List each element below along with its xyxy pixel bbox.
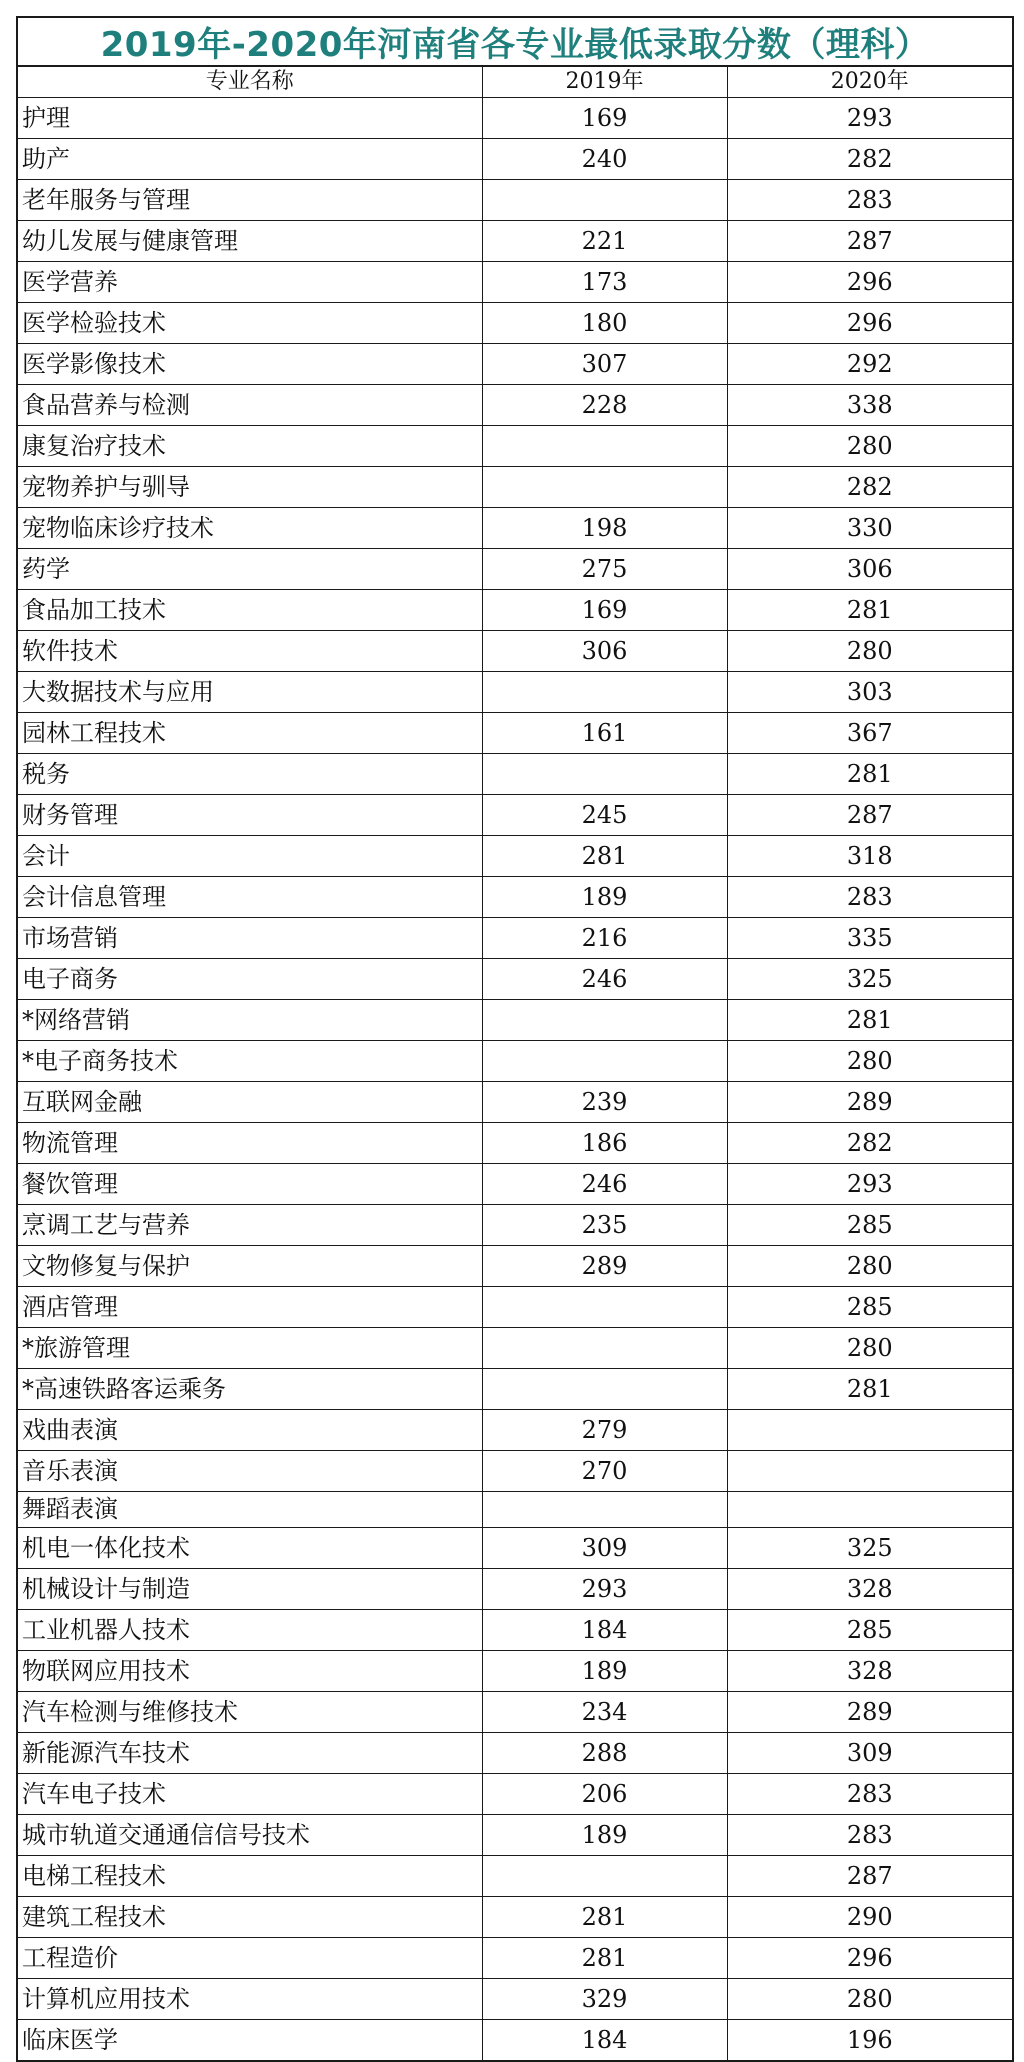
major-name-cell: 餐饮管理 (18, 1164, 482, 1205)
table-row (18, 221, 1012, 262)
score-2020-cell: 285 (727, 1610, 1012, 1651)
score-2020-cell: 367 (727, 713, 1012, 754)
table-row (18, 713, 1012, 754)
score-2020-cell: 282 (727, 467, 1012, 508)
score-2020-cell: 325 (727, 1528, 1012, 1569)
major-name-cell: 幼儿发展与健康管理 (18, 221, 482, 262)
score-2019-cell: 216 (482, 918, 727, 959)
major-name-cell: 工程造价 (18, 1938, 482, 1979)
score-2020-cell (727, 1410, 1012, 1451)
score-2019-cell: 246 (482, 959, 727, 1000)
major-name-cell: 财务管理 (18, 795, 482, 836)
table-row (18, 1328, 1012, 1369)
score-2019-cell: 270 (482, 1451, 727, 1492)
score-2020-cell: 335 (727, 918, 1012, 959)
table-row (18, 139, 1012, 180)
major-name-cell: 会计 (18, 836, 482, 877)
major-name-cell: 宠物临床诊疗技术 (18, 508, 482, 549)
score-2019-cell: 235 (482, 1205, 727, 1246)
table-row (18, 1164, 1012, 1205)
table-row (18, 795, 1012, 836)
score-2020-cell: 287 (727, 221, 1012, 262)
major-name-cell: 工业机器人技术 (18, 1610, 482, 1651)
score-2019-cell (482, 467, 727, 508)
score-sheet (16, 16, 1014, 2062)
score-2020-cell: 328 (727, 1569, 1012, 1610)
score-2019-cell: 307 (482, 344, 727, 385)
score-2019-cell: 184 (482, 1610, 727, 1651)
score-2019-cell (482, 1492, 727, 1528)
score-2020-cell: 292 (727, 344, 1012, 385)
score-2020-cell: 280 (727, 631, 1012, 672)
table-row (18, 1610, 1012, 1651)
major-name-cell: 汽车检测与维修技术 (18, 1692, 482, 1733)
score-2019-cell (482, 1328, 727, 1369)
major-name-cell: *网络营销 (18, 1000, 482, 1041)
score-2019-cell (482, 426, 727, 467)
score-2020-cell: 283 (727, 877, 1012, 918)
table-row (18, 1774, 1012, 1815)
table-row (18, 1651, 1012, 1692)
score-2020-cell: 196 (846, 2026, 893, 2054)
score-2020-cell: 281 (727, 754, 1012, 795)
table-row (18, 1287, 1012, 1328)
major-name-cell: 物联网应用技术 (18, 1651, 482, 1692)
major-name-cell: 酒店管理 (18, 1287, 482, 1328)
major-name-cell: 市场营销 (18, 918, 482, 959)
score-2020-cell (727, 1492, 1012, 1528)
major-name-cell: 电梯工程技术 (18, 1856, 482, 1897)
score-2020-cell (727, 1451, 1012, 1492)
table-row (18, 1569, 1012, 1610)
score-2019-cell: 239 (482, 1082, 727, 1123)
score-2020-cell: 289 (727, 1692, 1012, 1733)
score-2019-cell: 275 (482, 549, 727, 590)
score-2019-cell: 189 (482, 877, 727, 918)
header-major-name: 专业名称 (18, 67, 482, 98)
table-row (18, 1692, 1012, 1733)
score-2020-cell: 293 (727, 98, 1012, 139)
score-2020-cell: 280 (727, 1246, 1012, 1287)
header-2020: 2020年 (727, 67, 1012, 98)
score-2020-cell: 287 (727, 795, 1012, 836)
score-2020-cell: 283 (727, 1815, 1012, 1856)
score-2019-cell: 180 (482, 303, 727, 344)
score-2019-cell (482, 1856, 727, 1897)
score-2020-cell: 281 (727, 590, 1012, 631)
score-2019-cell (482, 1369, 727, 1410)
score-2019-cell: 293 (482, 1569, 727, 1610)
score-2020-cell: 285 (727, 1205, 1012, 1246)
score-2019-cell (482, 1000, 727, 1041)
major-name-cell: 烹调工艺与营养 (18, 1205, 482, 1246)
table-row (18, 1369, 1012, 1410)
score-2020-cell: 325 (727, 959, 1012, 1000)
table-row (18, 508, 1012, 549)
score-2020-cell: 283 (727, 180, 1012, 221)
score-2020-cell: 281 (727, 1000, 1012, 1041)
table-row (18, 836, 1012, 877)
score-2019-cell: 279 (482, 1410, 727, 1451)
major-name-cell: *旅游管理 (18, 1328, 482, 1369)
score-2020-cell: 280 (727, 1979, 1012, 2020)
major-name-cell: 助产 (18, 139, 482, 180)
major-name-cell: 食品营养与检测 (18, 385, 482, 426)
score-2019-cell: 173 (482, 262, 727, 303)
score-2020-cell: 296 (727, 1938, 1012, 1979)
table-row (18, 1205, 1012, 1246)
table-row (18, 631, 1012, 672)
score-2020-cell: 282 (727, 1123, 1012, 1164)
score-2020-cell: 338 (727, 385, 1012, 426)
major-name-cell: *电子商务技术 (18, 1041, 482, 1082)
table-row (18, 1733, 1012, 1774)
table-row (18, 1000, 1012, 1041)
major-name-cell: *高速铁路客运乘务 (18, 1369, 482, 1410)
score-2019-cell (482, 1041, 727, 1082)
major-name-cell: 医学影像技术 (18, 344, 482, 385)
table-row (18, 1492, 1012, 1528)
score-2020-cell: 283 (727, 1774, 1012, 1815)
table-row (18, 467, 1012, 508)
major-name-cell: 建筑工程技术 (18, 1897, 482, 1938)
major-name-cell: 宠物养护与驯导 (18, 467, 482, 508)
score-2019-cell: 329 (482, 1979, 727, 2020)
major-name-cell: 护理 (18, 98, 482, 139)
table-row (18, 1041, 1012, 1082)
score-2020-cell: 280 (727, 1041, 1012, 1082)
table-row (18, 1897, 1012, 1938)
score-table (18, 67, 1012, 2060)
score-2019-cell: 228 (482, 385, 727, 426)
score-2019-cell: 206 (482, 1774, 727, 1815)
score-2019-cell: 189 (482, 1651, 727, 1692)
score-2019-cell: 234 (482, 1692, 727, 1733)
score-2019-cell: 306 (482, 631, 727, 672)
table-row (18, 549, 1012, 590)
score-2020-cell: 328 (727, 1651, 1012, 1692)
table-row (18, 1082, 1012, 1123)
major-name-cell: 新能源汽车技术 (18, 1733, 482, 1774)
score-2020-cell: 318 (727, 836, 1012, 877)
major-name-cell: 互联网金融 (18, 1082, 482, 1123)
major-name-cell: 机电一体化技术 (18, 1528, 482, 1569)
score-2019-cell: 281 (482, 836, 727, 877)
table-row (18, 918, 1012, 959)
score-2020-cell: 281 (727, 1369, 1012, 1410)
table-row (18, 385, 1012, 426)
major-name-cell: 机械设计与制造 (18, 1569, 482, 1610)
score-2020-cell: 280 (727, 426, 1012, 467)
major-name-cell: 戏曲表演 (18, 1410, 482, 1451)
score-2019-cell: 309 (482, 1528, 727, 1569)
major-name-cell: 电子商务 (18, 959, 482, 1000)
table-row (18, 590, 1012, 631)
table-row (18, 1528, 1012, 1569)
score-2019-cell: 221 (482, 221, 727, 262)
major-name-cell: 税务 (18, 754, 482, 795)
table-row (18, 303, 1012, 344)
score-2020-cell: 306 (727, 549, 1012, 590)
table-row (18, 1815, 1012, 1856)
major-name-cell: 舞蹈表演 (18, 1492, 482, 1528)
score-2020-cell: 296 (727, 262, 1012, 303)
score-2019-cell (482, 754, 727, 795)
major-name-cell: 园林工程技术 (18, 713, 482, 754)
score-2019-cell: 246 (482, 1164, 727, 1205)
score-2020-cell: 293 (727, 1164, 1012, 1205)
major-name-cell: 文物修复与保护 (18, 1246, 482, 1287)
score-2019-cell (482, 672, 727, 713)
major-name-cell: 计算机应用技术 (18, 1979, 482, 2020)
table-row (18, 877, 1012, 918)
score-2019-cell: 198 (482, 508, 727, 549)
table-row (18, 1979, 1012, 2020)
table-row (18, 344, 1012, 385)
major-name-cell: 药学 (18, 549, 482, 590)
score-2019-cell: 184 (482, 2020, 727, 2061)
score-2020-cell: 303 (727, 672, 1012, 713)
major-name-cell: 食品加工技术 (18, 590, 482, 631)
score-2019-cell: 240 (482, 139, 727, 180)
table-row (18, 959, 1012, 1000)
score-2019-cell: 281 (482, 1897, 727, 1938)
score-2019-cell: 281 (482, 1938, 727, 1979)
table-row (18, 672, 1012, 713)
score-2020-cell: 330 (727, 508, 1012, 549)
major-name-cell: 大数据技术与应用 (18, 672, 482, 713)
major-name-cell: 软件技术 (18, 631, 482, 672)
major-name-cell: 会计信息管理 (18, 877, 482, 918)
table-row (18, 1410, 1012, 1451)
table-body (18, 98, 1012, 2061)
score-2020-cell: 287 (727, 1856, 1012, 1897)
table-row (18, 1938, 1012, 1979)
table-row (18, 2020, 1012, 2061)
major-name-cell: 汽车电子技术 (18, 1774, 482, 1815)
score-2019-cell (482, 1287, 727, 1328)
sheet-title: 2019年-2020年河南省各专业最低录取分数（理科） (18, 18, 1012, 67)
score-2019-cell (482, 180, 727, 221)
score-2019-cell: 289 (482, 1246, 727, 1287)
table-row (18, 1246, 1012, 1287)
table-row (18, 426, 1012, 467)
table-row (18, 1856, 1012, 1897)
major-name-cell: 临床医学 (18, 2020, 482, 2061)
score-2020-cell: 280 (727, 1328, 1012, 1369)
header-2019: 2019年 (482, 67, 727, 98)
major-name-cell: 医学营养 (18, 262, 482, 303)
table-row (18, 1451, 1012, 1492)
score-2020-cell: 282 (727, 139, 1012, 180)
score-2019-cell: 186 (482, 1123, 727, 1164)
table-row (18, 754, 1012, 795)
score-2019-cell: 169 (482, 590, 727, 631)
major-name-cell: 康复治疗技术 (18, 426, 482, 467)
score-2019-cell: 245 (482, 795, 727, 836)
score-2020-cell: 290 (727, 1897, 1012, 1938)
score-2020-cell: 285 (727, 1287, 1012, 1328)
table-row (18, 262, 1012, 303)
score-2020-cell: 309 (727, 1733, 1012, 1774)
major-name-cell: 音乐表演 (18, 1451, 482, 1492)
table-row (18, 180, 1012, 221)
header-row (18, 67, 1012, 98)
major-name-cell: 物流管理 (18, 1123, 482, 1164)
score-2020-cell: 296 (727, 303, 1012, 344)
score-2019-cell: 169 (482, 98, 727, 139)
table-row (18, 1123, 1012, 1164)
major-name-cell: 老年服务与管理 (18, 180, 482, 221)
score-2019-cell: 161 (482, 713, 727, 754)
score-2019-cell: 288 (482, 1733, 727, 1774)
table-row (18, 98, 1012, 139)
major-name-cell: 城市轨道交通通信信号技术 (18, 1815, 482, 1856)
score-2019-cell: 189 (482, 1815, 727, 1856)
score-2020-cell: 289 (727, 1082, 1012, 1123)
major-name-cell: 医学检验技术 (18, 303, 482, 344)
